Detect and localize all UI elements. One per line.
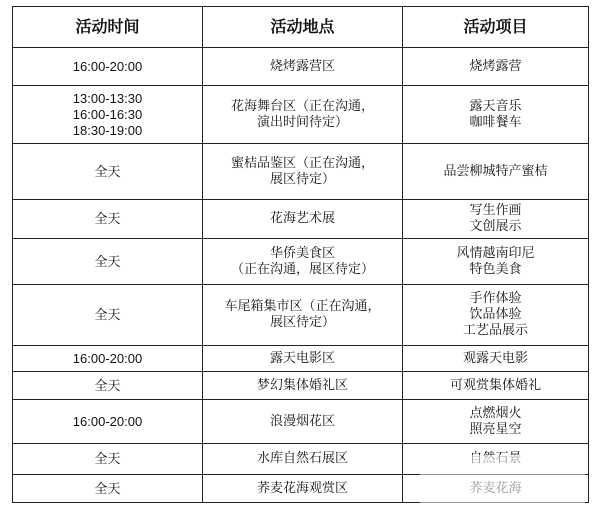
cell-time: 全天 [13, 444, 203, 475]
cell-place: 水库自然石展区 [203, 444, 403, 475]
cell-items: 手作体验 饮品体验 工艺品展示 [403, 285, 589, 346]
cell-time: 13:00-13:30 16:00-16:30 18:30-19:00 [13, 86, 203, 144]
cell-items: 风情越南印尼 特色美食 [403, 239, 589, 285]
table-row [13, 239, 589, 285]
watermark-overlay [420, 455, 585, 517]
cell-items: 品尝柳城特产蜜桔 [403, 144, 589, 200]
header-time: 活动时间 [13, 7, 203, 48]
cell-time: 全天 [13, 372, 203, 400]
cell-place: 花海舞台区（正在沟通， 演出时间待定） [203, 86, 403, 144]
event-schedule-table [12, 6, 589, 503]
cell-place: 露天电影区 [203, 346, 403, 372]
header-place: 活动地点 [203, 7, 403, 48]
table-row [13, 346, 589, 372]
cell-items: 点燃烟火 照亮星空 [403, 400, 589, 444]
cell-items: 烧烤露营 [403, 48, 589, 86]
cell-place: 车尾箱集市区（正在沟通， 展区待定） [203, 285, 403, 346]
cell-place: 荞麦花海观赏区 [203, 475, 403, 503]
cell-time: 全天 [13, 200, 203, 239]
cell-time: 16:00-20:00 [13, 48, 203, 86]
cell-place: 浪漫烟花区 [203, 400, 403, 444]
cell-place: 梦幻集体婚礼区 [203, 372, 403, 400]
cell-place: 蜜桔品鉴区（正在沟通， 展区待定） [203, 144, 403, 200]
table-row [13, 144, 589, 200]
table-row [13, 48, 589, 86]
table-header-row [13, 7, 589, 48]
table-row [13, 372, 589, 400]
cell-time: 16:00-20:00 [13, 346, 203, 372]
cell-place: 花海艺术展 [203, 200, 403, 239]
cell-time: 全天 [13, 285, 203, 346]
cell-time: 全天 [13, 475, 203, 503]
table-row [13, 86, 589, 144]
cell-items: 露天音乐 咖啡餐车 [403, 86, 589, 144]
cell-items: 观露天电影 [403, 346, 589, 372]
cell-place: 华侨美食区 （正在沟通，展区待定） [203, 239, 403, 285]
table-row [13, 200, 589, 239]
table-row [13, 400, 589, 444]
cell-time: 全天 [13, 239, 203, 285]
cell-time: 全天 [13, 144, 203, 200]
cell-items: 可观赏集体婚礼 [403, 372, 589, 400]
cell-place: 烧烤露营区 [203, 48, 403, 86]
cell-time: 16:00-20:00 [13, 400, 203, 444]
cell-items: 写生作画 文创展示 [403, 200, 589, 239]
table-row [13, 285, 589, 346]
header-items: 活动项目 [403, 7, 589, 48]
